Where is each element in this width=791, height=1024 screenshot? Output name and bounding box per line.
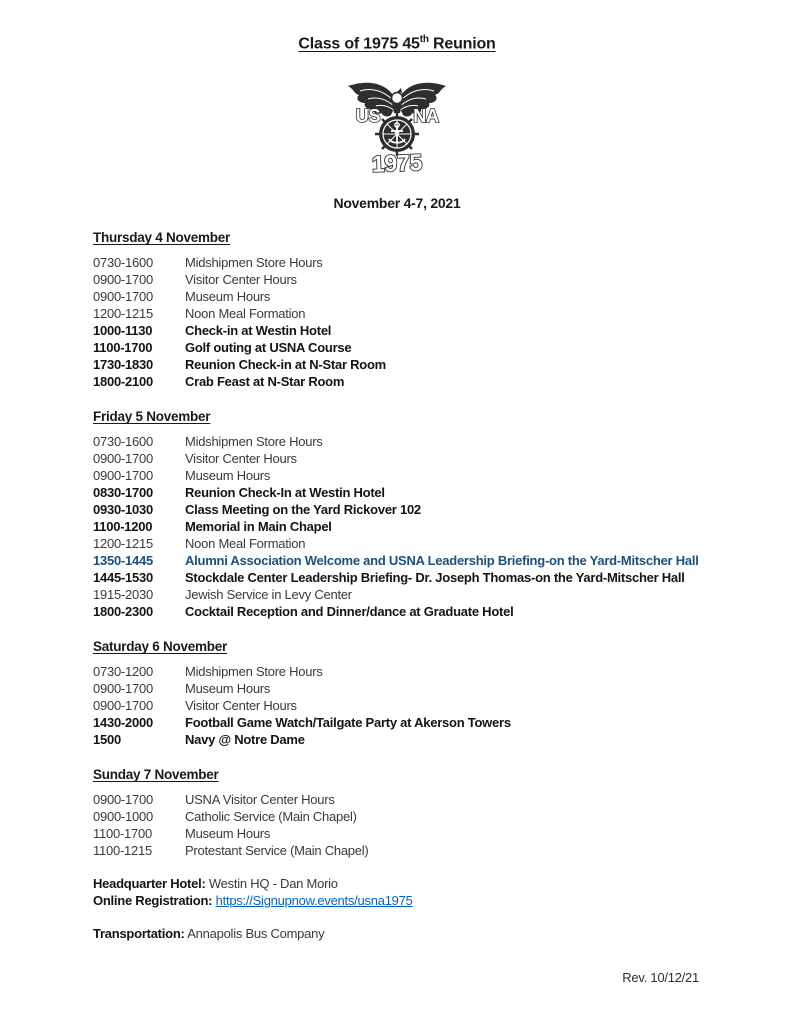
event-cell: Stockdale Center Leadership Briefing- Dr. Joseph Thomas-on the Yard-Mitscher Hall <box>185 570 685 586</box>
event-cell: Jewish Service in Levy Center <box>185 587 352 603</box>
time-cell: 1200-1215 <box>93 536 153 552</box>
svg-text:1975: 1975 <box>371 149 423 176</box>
revision-note: Rev. 10/12/21 <box>622 970 699 986</box>
event-cell: Cocktail Reception and Dinner/dance at Graduate Hotel <box>185 604 514 620</box>
time-cell: 0730-1600 <box>93 434 153 450</box>
day-heading: Saturday 6 November <box>93 639 228 655</box>
online-registration-line <box>93 892 701 909</box>
event-cell: Noon Meal Formation <box>185 536 306 552</box>
transportation-line <box>93 925 701 942</box>
time-cell: 0900-1700 <box>93 698 153 714</box>
time-cell: 1730-1830 <box>93 357 153 373</box>
time-cell: 0900-1700 <box>93 681 153 697</box>
time-cell: 1200-1215 <box>93 306 153 322</box>
event-cell: Alumni Association Welcome and USNA Leadership Briefing-on the Yard-Mitscher Hall <box>185 553 699 569</box>
transportation-value: Annapolis Bus Company <box>184 926 325 942</box>
time-cell: 0930-1030 <box>93 502 153 518</box>
footer-info <box>93 875 701 942</box>
headquarter-hotel-line <box>93 875 701 892</box>
svg-text:NA: NA <box>413 106 439 127</box>
schedule-row <box>93 373 701 390</box>
time-cell: 1100-1700 <box>93 826 152 842</box>
schedule-row <box>93 356 701 373</box>
schedule-row <box>93 271 701 288</box>
time-cell: 0830-1700 <box>93 485 153 501</box>
schedule-row <box>93 714 701 731</box>
schedule-row <box>93 825 701 842</box>
class-crest-logo <box>93 77 701 175</box>
event-cell: USNA Visitor Center Hours <box>185 792 335 808</box>
event-cell: Visitor Center Hours <box>185 451 297 467</box>
schedule-row <box>93 501 701 518</box>
event-cell: Reunion Check-In at Westin Hotel <box>185 485 385 501</box>
transportation-label: Transportation: <box>93 926 185 942</box>
event-cell: Museum Hours <box>185 289 271 305</box>
registration-link[interactable]: https://Signupnow.events/usna1975 <box>215 893 413 909</box>
event-cell: Midshipmen Store Hours <box>185 434 323 450</box>
event-cell: Crab Feast at N-Star Room <box>185 374 345 390</box>
time-cell: 1100-1215 <box>93 843 152 859</box>
day-heading: Sunday 7 November <box>93 767 219 783</box>
hotel-label: Headquarter Hotel: <box>93 876 206 892</box>
time-cell: 0900-1000 <box>93 809 153 825</box>
event-cell: Visitor Center Hours <box>185 698 297 714</box>
schedule-row-highlighted <box>93 552 701 569</box>
event-cell: Protestant Service (Main Chapel) <box>185 843 369 859</box>
schedule-row <box>93 305 701 322</box>
event-cell: Midshipmen Store Hours <box>185 255 323 271</box>
time-cell: 1350-1445 <box>93 553 153 569</box>
event-cell: Visitor Center Hours <box>185 272 297 288</box>
event-cell: Navy @ Notre Dame <box>185 732 305 748</box>
schedule-row <box>93 663 701 680</box>
schedule-row <box>93 339 701 356</box>
svg-text:US: US <box>355 106 381 127</box>
time-cell: 0900-1700 <box>93 272 153 288</box>
time-cell: 1800-2300 <box>93 604 153 620</box>
event-cell: Noon Meal Formation <box>185 306 306 322</box>
event-cell: Class Meeting on the Yard Rickover 102 <box>185 502 421 518</box>
hotel-value: Westin HQ - Dan Morio <box>205 876 338 892</box>
section-thursday <box>93 228 701 390</box>
schedule-row <box>93 433 701 450</box>
time-cell: 1100-1700 <box>93 340 153 356</box>
event-cell: Reunion Check-in at N-Star Room <box>185 357 386 373</box>
time-cell: 1500 <box>93 732 121 748</box>
time-cell: 1100-1200 <box>93 519 153 535</box>
time-cell: 0730-1600 <box>93 255 153 271</box>
day-heading: Thursday 4 November <box>93 230 231 246</box>
usna-1975-crest-icon <box>342 77 452 175</box>
schedule-row <box>93 603 701 620</box>
event-cell: Memorial in Main Chapel <box>185 519 332 535</box>
day-heading: Friday 5 November <box>93 409 211 425</box>
schedule-row <box>93 842 701 859</box>
registration-label: Online Registration: <box>93 893 213 909</box>
schedule-row <box>93 322 701 339</box>
schedule-row <box>93 791 701 808</box>
event-cell: Golf outing at USNA Course <box>185 340 352 356</box>
schedule-row <box>93 697 701 714</box>
schedule-row <box>93 518 701 535</box>
schedule-row <box>93 484 701 501</box>
time-cell: 0900-1700 <box>93 289 153 305</box>
time-cell: 0900-1700 <box>93 451 153 467</box>
event-cell: Check-in at Westin Hotel <box>185 323 332 339</box>
event-cell: Museum Hours <box>185 681 271 697</box>
section-friday <box>93 407 701 620</box>
event-cell: Museum Hours <box>185 468 271 484</box>
time-cell: 1430-2000 <box>93 715 153 731</box>
event-cell: Midshipmen Store Hours <box>185 664 323 680</box>
schedule-row <box>93 731 701 748</box>
time-cell: 1000-1130 <box>93 323 153 339</box>
schedule-row <box>93 450 701 467</box>
time-cell: 0900-1700 <box>93 468 153 484</box>
schedule-row <box>93 586 701 603</box>
schedule-row <box>93 808 701 825</box>
schedule-row <box>93 254 701 271</box>
event-cell: Museum Hours <box>185 826 271 842</box>
schedule-row <box>93 467 701 484</box>
section-saturday <box>93 637 701 748</box>
event-cell: Catholic Service (Main Chapel) <box>185 809 357 825</box>
page-title: Class of 1975 45th Reunion <box>298 34 496 53</box>
time-cell: 1800-2100 <box>93 374 153 390</box>
schedule-row <box>93 680 701 697</box>
date-range: November 4-7, 2021 <box>333 195 461 212</box>
event-cell: Football Game Watch/Tailgate Party at Akerson Towers <box>185 715 511 731</box>
section-sunday <box>93 765 701 859</box>
schedule-row <box>93 288 701 305</box>
time-cell: 1915-2030 <box>93 587 153 603</box>
time-cell: 0900-1700 <box>93 792 153 808</box>
time-cell: 0730-1200 <box>93 664 153 680</box>
time-cell: 1445-1530 <box>93 570 153 586</box>
schedule-row <box>93 569 701 586</box>
schedule-row <box>93 535 701 552</box>
